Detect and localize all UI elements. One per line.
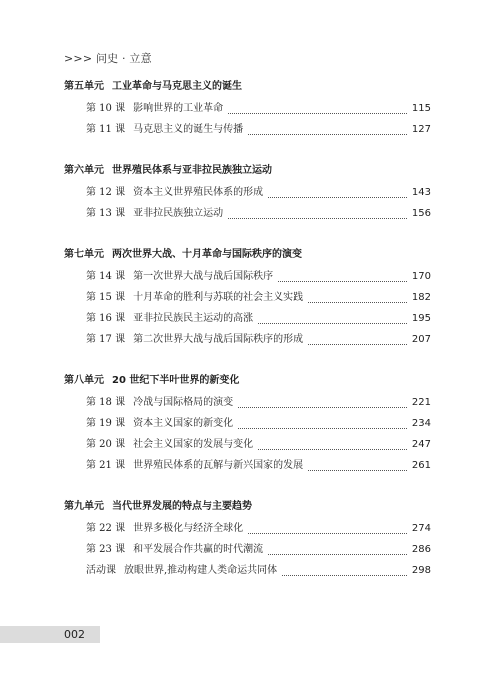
footer-bar: [0, 626, 100, 643]
lesson-label: 第 12 课: [86, 187, 126, 198]
toc-entry[interactable]: [64, 312, 431, 326]
unit-heading: [64, 374, 431, 388]
dot-leader: [228, 209, 407, 219]
lesson-label: 第 15 课: [86, 292, 126, 303]
dot-leader: [258, 440, 407, 450]
lesson-label: 第 14 课: [86, 271, 126, 282]
toc-unit: [64, 500, 431, 578]
dot-leader: [308, 335, 407, 345]
page-number: 115: [411, 103, 431, 114]
toc-entry[interactable]: [64, 207, 431, 221]
lesson-label: 第 10 课: [86, 103, 126, 114]
toc-entry[interactable]: [64, 522, 431, 536]
running-header: >>> 问史 · 立意: [64, 52, 152, 65]
lesson-title: 影响世界的工业革命: [133, 103, 224, 114]
dot-leader: [278, 272, 407, 282]
page-number: 156: [411, 208, 431, 219]
unit-title: 世界殖民体系与亚非拉民族独立运动: [112, 165, 272, 176]
lesson-title: 资本主义世界殖民体系的形成: [133, 187, 264, 198]
lesson-label: 第 17 课: [86, 334, 126, 345]
unit-title: 20 世纪下半叶世界的新变化: [112, 375, 240, 386]
page-number: 182: [411, 292, 431, 303]
lesson-title: 冷战与国际格局的演变: [133, 397, 234, 408]
toc-entry[interactable]: [64, 438, 431, 452]
page-number: 261: [411, 460, 431, 471]
lesson-title: 社会主义国家的发展与变化: [133, 439, 254, 450]
unit-heading: [64, 164, 431, 178]
lesson-label: 第 23 课: [86, 544, 126, 555]
unit-label: 第九单元: [64, 501, 104, 512]
lesson-label: 第 21 课: [86, 460, 126, 471]
lesson-label: 第 22 课: [86, 523, 126, 534]
lesson-title: 十月革命的胜利与苏联的社会主义实践: [133, 292, 304, 303]
lesson-label: 第 19 课: [86, 418, 126, 429]
lesson-label: 第 18 课: [86, 397, 126, 408]
page-number: 247: [411, 439, 431, 450]
unit-label: 第七单元: [64, 249, 104, 260]
dot-leader: [308, 293, 407, 303]
toc-entry[interactable]: [64, 333, 431, 347]
table-of-contents: [64, 80, 431, 605]
unit-heading: [64, 80, 431, 94]
lesson-title: 世界殖民体系的瓦解与新兴国家的发展: [133, 460, 304, 471]
unit-title: 当代世界发展的特点与主要趋势: [112, 501, 252, 512]
lesson-label: 第 20 课: [86, 439, 126, 450]
toc-unit: [64, 248, 431, 347]
unit-title: 两次世界大战、十月革命与国际秩序的演变: [112, 249, 302, 260]
dot-leader: [268, 188, 407, 198]
dot-leader: [238, 398, 407, 408]
dot-leader: [282, 566, 407, 576]
toc-unit: [64, 374, 431, 473]
unit-label: 第八单元: [64, 375, 104, 386]
lesson-label: 第 11 课: [86, 124, 126, 135]
page-number: 286: [411, 544, 431, 555]
unit-label: 第六单元: [64, 165, 104, 176]
page-number: 234: [411, 418, 431, 429]
page-number: 127: [411, 124, 431, 135]
page-number: 274: [411, 523, 431, 534]
lesson-title: 第二次世界大战与战后国际秩序的形成: [133, 334, 304, 345]
dot-leader: [248, 524, 407, 534]
dot-leader: [258, 314, 407, 324]
lesson-label: 第 13 课: [86, 208, 126, 219]
page-number: 207: [411, 334, 431, 345]
page-number: 170: [411, 271, 431, 282]
toc-entry[interactable]: [64, 186, 431, 200]
dot-leader: [248, 125, 407, 135]
lesson-title: 和平发展合作共赢的时代潮流: [133, 544, 264, 555]
unit-title: 工业革命与马克思主义的诞生: [112, 81, 242, 92]
unit-label: 第五单元: [64, 81, 104, 92]
dot-leader: [228, 104, 407, 114]
folio: 002: [64, 628, 85, 641]
toc-entry[interactable]: [64, 543, 431, 557]
lesson-label: 活动课: [86, 565, 116, 576]
toc-entry[interactable]: [64, 270, 431, 284]
toc-unit: [64, 164, 431, 221]
lesson-title: 亚非拉民族民主运动的高涨: [133, 313, 254, 324]
lesson-title: 放眼世界,推动构建人类命运共同体: [124, 565, 278, 576]
lesson-title: 马克思主义的诞生与传播: [133, 124, 244, 135]
toc-entry[interactable]: [64, 291, 431, 305]
page-number: 143: [411, 187, 431, 198]
unit-heading: [64, 500, 431, 514]
lesson-title: 亚非拉民族独立运动: [133, 208, 224, 219]
page-number: 195: [411, 313, 431, 324]
lesson-label: 第 16 课: [86, 313, 126, 324]
dot-leader: [238, 419, 407, 429]
toc-entry[interactable]: [64, 123, 431, 137]
dot-leader: [308, 461, 407, 471]
toc-entry[interactable]: [64, 459, 431, 473]
page-number: 298: [411, 565, 431, 576]
lesson-title: 世界多极化与经济全球化: [133, 523, 244, 534]
page-number: 221: [411, 397, 431, 408]
toc-entry[interactable]: [64, 396, 431, 410]
toc-entry[interactable]: [64, 417, 431, 431]
lesson-title: 第一次世界大战与战后国际秩序: [133, 271, 274, 282]
lesson-title: 资本主义国家的新变化: [133, 418, 234, 429]
toc-unit: [64, 80, 431, 137]
dot-leader: [268, 545, 407, 555]
toc-entry[interactable]: [64, 102, 431, 116]
unit-heading: [64, 248, 431, 262]
toc-entry[interactable]: [64, 564, 431, 578]
